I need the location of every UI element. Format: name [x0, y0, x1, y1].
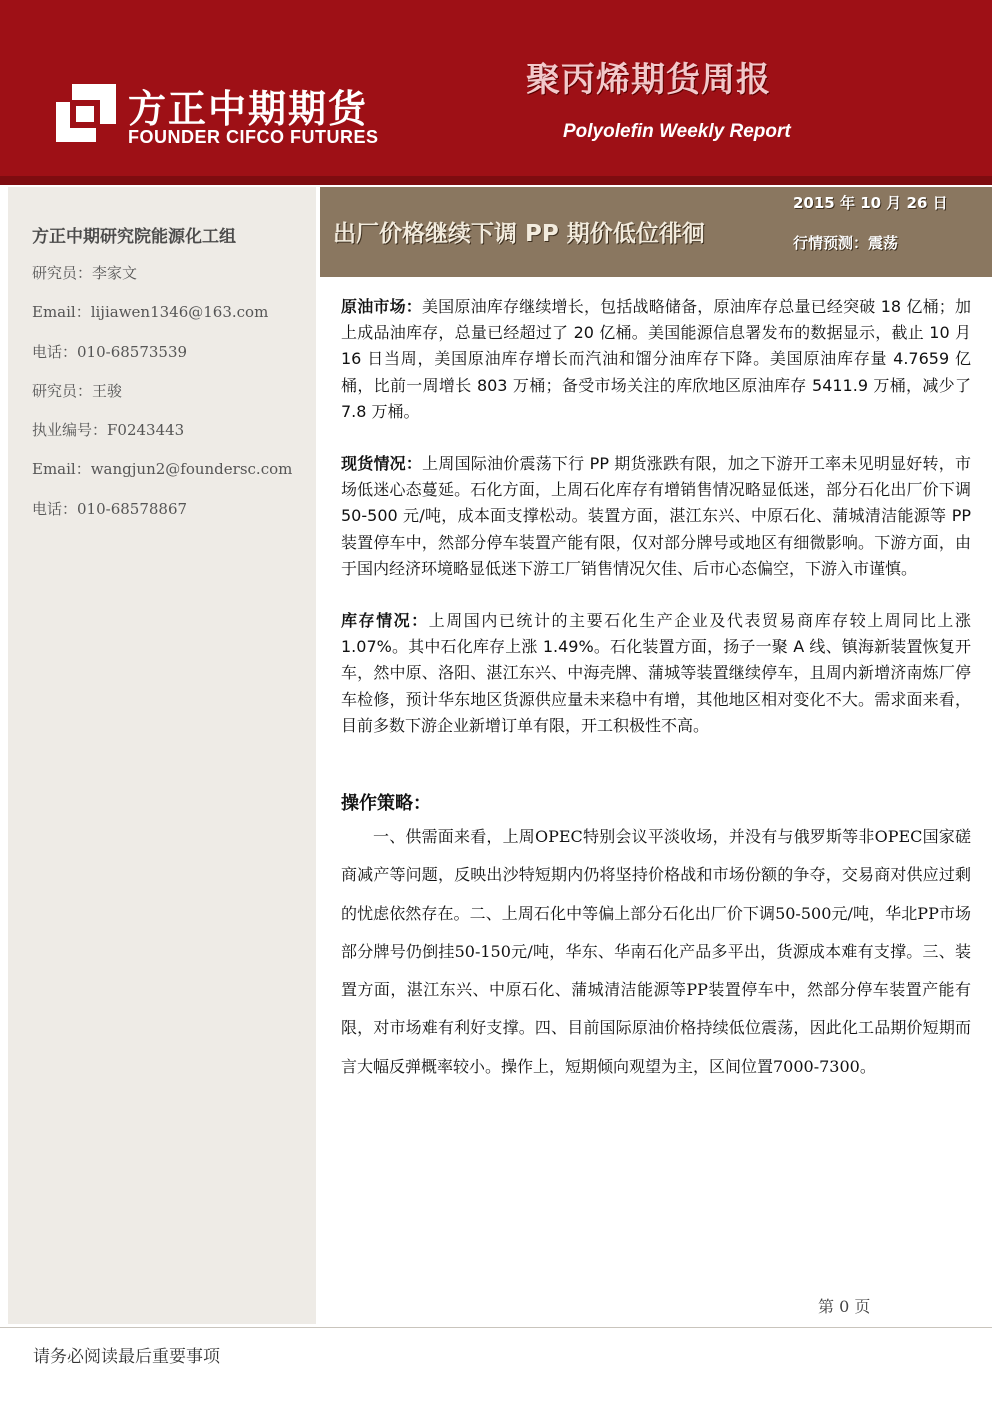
header-divider	[0, 176, 992, 185]
company-logo-icon	[56, 84, 116, 142]
phone-1: 电话：010-68573539	[32, 343, 188, 361]
spot-label: 现货情况：	[341, 454, 423, 474]
email-2: Email：wangjun2@foundersc.com	[32, 460, 293, 478]
strategy-text: 一、供需面来看，上周OPEC特别会议平淡收场，并没有与俄罗斯等非OPEC国家磋商减产等问题，反映出沙特短期内仍将坚持价格战和市场份额的争夺，交易商对供应过剩的忧虑依然存在。二、上周石化中等偏上部分石化出厂价下调50-500元/吨，华北PP市场部分牌号仍倒挂50-150元/吨，华东、华南石化产品多平出，货源成本难有支撑。三、装置方面，湛江东兴、中原石化、蒲城清洁能源等PP装置停车中，然部分停车装置产能有限，对市场难有利好支撑。四、目前国际原油价格持续低位震荡，因此化工品期价短期而言大幅反弹概率较小。操作上，短期倾向观望为主，区间位置7000-7300。	[341, 827, 971, 1076]
researcher-1: 研究员：李家文	[32, 264, 138, 282]
inventory-text: 上周国内已统计的主要石化生产企业及代表贸易商库存较上周同比上涨 1.07%。其中石化库存上涨 1.49%。石化装置方面，扬子一聚 A 线、镇海新装置恢复开车，然中原、洛阳、湛江东兴、中海壳牌、蒲城等装置继续停车，且周内新增济南炼厂停车检修，预计华东地区货源供应量未来稳中有增，其他地区相对变化不大。需求面来看，目前多数下游企业新增订单有限，开工积极性不高。	[341, 611, 971, 735]
crude-text: 美国原油库存继续增长，包括战略储备，原油库存总量已经突破 18 亿桶；加上成品油库存，总量已经超过了 20 亿桶。美国能源信息署发布的数据显示，截止 10 月 16 日当周，美国原油库存增长而汽油和馏分油库存下降。美国原油库存量 4.7659 亿桶，比前一周增长 803 万桶；备受市场关注的库欣地区原油库存 5411.9 万桶，减少了 7.8 万桶。	[341, 297, 971, 421]
company-name-en: FOUNDER CIFCO FUTURES	[128, 127, 379, 147]
market-forecast: 行情预测：震荡	[793, 234, 899, 252]
research-group: 方正中期研究院能源化工组	[32, 227, 236, 247]
report-date: 2015 年 10 月 26 日	[793, 194, 948, 212]
report-title-cn: 聚丙烯期货周报	[526, 60, 771, 100]
report-title-en: Polyolefin Weekly Report	[563, 121, 791, 142]
headline: 出厂价格继续下调 PP 期价低位徘徊	[333, 221, 705, 247]
crude-label: 原油市场：	[341, 297, 422, 316]
disclaimer-note: 请务必阅读最后重要事项	[33, 1347, 220, 1367]
crude-section	[341, 294, 971, 425]
phone-2: 电话：010-68578867	[32, 500, 188, 518]
footer-divider	[0, 1327, 992, 1328]
page-number: 第 0 页	[818, 1297, 871, 1316]
strategy-heading: 操作策略：	[341, 793, 431, 814]
inventory-label: 库存情况：	[341, 611, 429, 631]
email-1: Email：lijiawen1346@163.com	[32, 303, 269, 321]
inventory-section	[341, 608, 971, 739]
spot-section	[341, 451, 971, 582]
company-name-cn: 方正中期期货	[128, 87, 369, 131]
license-number-2: 执业编号：F0243443	[32, 421, 185, 439]
report-body	[341, 294, 971, 739]
researcher-2: 研究员：王骏	[32, 382, 123, 400]
spot-text: 上周国际油价震荡下行 PP 期货涨跌有限，加之下游开工率未见明显好转，市场低迷心态蔓延。石化方面，上周石化库存有增销售情况略显低迷，部分石化出厂价下调 50-500 元/吨，成本面支撑松动。装置方面，湛江东兴、中原石化、蒲城清洁能源等 PP 装置停车中，然部分停车装置产能有限，仅对部分牌号或地区有细微影响。下游方面，由于国内经济环境略显低迷下游工厂销售情况欠佳、后市心态偏空，下游入市谨慎。	[341, 454, 971, 578]
